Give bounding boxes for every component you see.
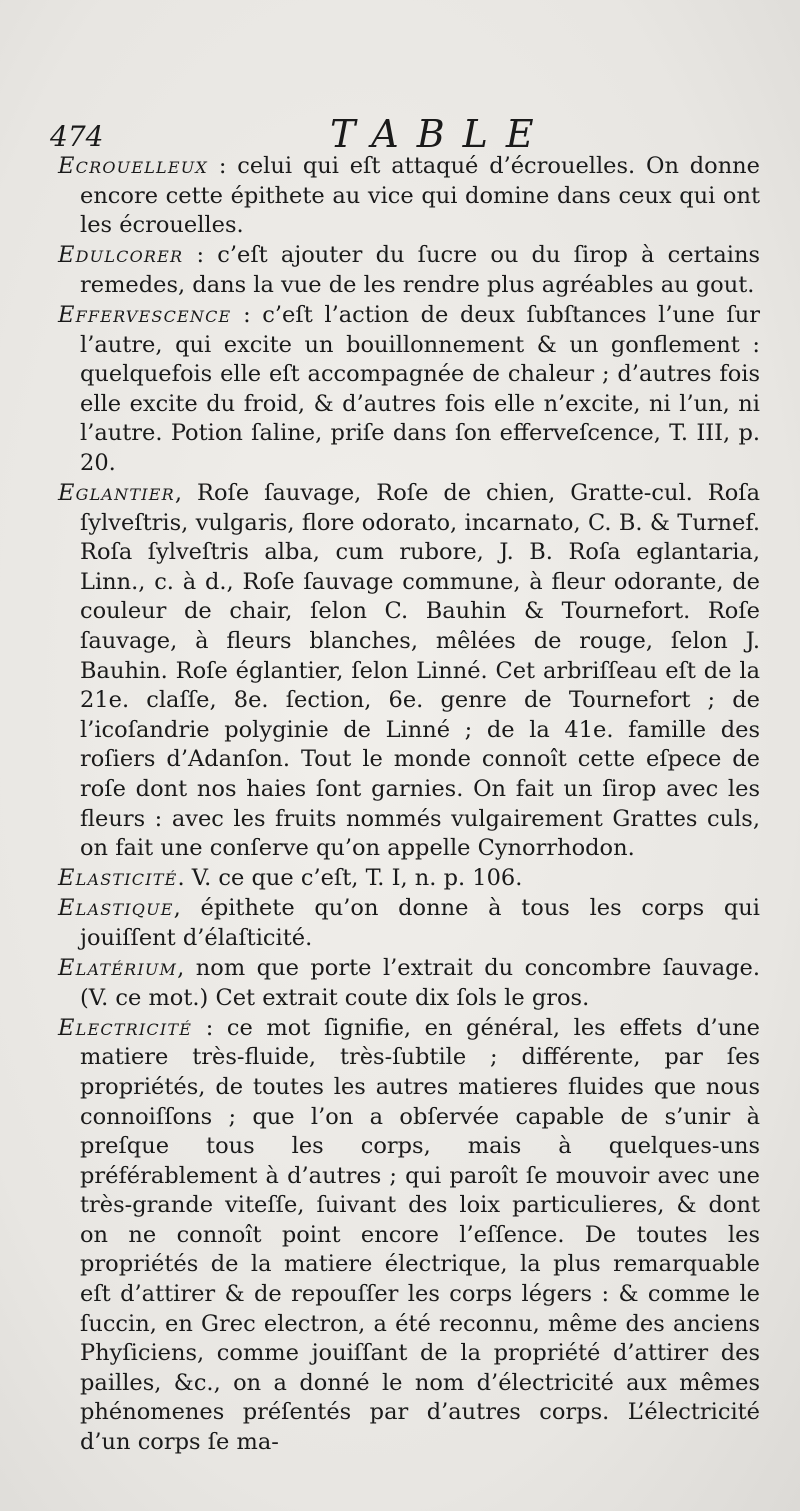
entry-headword: Electricité — [58, 1014, 193, 1041]
entry-headword: Edulcorer — [58, 242, 184, 269]
page-header — [50, 112, 750, 156]
entry-headword: Ecrouelleux — [58, 153, 208, 179]
entry-headword: Eglantier — [58, 480, 175, 507]
entry-separator: : — [208, 153, 238, 179]
entry-separator: : — [231, 301, 263, 328]
entry-headword: Elastique — [58, 895, 174, 922]
glossary-entry — [58, 1014, 760, 1458]
entry-definition: c’eſt l’action de deux ſubſtances l’une ſur l’autre, qui excite un bouillonnement & un gonflement : quelquefois elle eſt accompagnée de chaleur ; d’autres fois elle excite du froid, & d’autres fois elle n’excite, ni l’un, ni l’autre. Potion ſaline, priſe dans ſon efferveſcence, T. III, p. 20. — [80, 301, 760, 476]
running-title: TABLE — [330, 112, 552, 156]
entry-definition: Roſe ſauvage, Roſe de chien, Gratte-cul. Roſa ſylveſtris, vulgaris, flore odorato, incarnato, C. B. & Turnef. Roſa ſylveſtris alba, cum rubore, J. B. Roſa eglantaria, Linn., c. à d., Roſe ſauvage commune, à fleur odorante, de couleur de chair, ſelon C. Bauhin & Tournefort. Roſe ſauvage, à fleurs blanches, mêlées de rouge, ſelon J. Bauhin. Roſe églantier, ſelon Linné. Cet arbriſſeau eſt de la 21e. claſſe, 8e. ſection, 6e. genre de Tournefort ; de l’icoſandrie polyginie de Linné ; de la 41e. famille des roſiers d’Adanſon. Tout le monde connoît cette eſpece de roſe dont nos haies ſont garnies. On fait un ſirop avec les fleurs : avec les fruits nommés vulgairement Grattes culs, on fait une conſerve qu’on appelle Cynorrhodon. — [80, 480, 760, 862]
entry-separator: . — [177, 865, 192, 892]
entry-separator: , — [177, 955, 196, 982]
glossary-entry — [58, 864, 760, 894]
glossary-entry — [58, 894, 760, 953]
entry-headword: Effervescence — [58, 301, 232, 328]
entry-definition: c’eſt ajouter du ſucre ou du ſirop à certains remedes, dans la vue de les rendre plus agréables au gout. — [80, 242, 760, 298]
glossary-entry — [58, 152, 760, 241]
glossary-entries — [58, 152, 760, 1458]
entry-separator: : — [183, 242, 218, 269]
entry-separator: : — [192, 1014, 227, 1041]
entry-definition: V. ce que c’eſt, T. I, n. p. 106. — [191, 865, 523, 892]
glossary-entry — [58, 241, 760, 300]
entry-definition: épithete qu’on donne à tous les corps qui jouiſſent d’élaſticité. — [80, 895, 760, 951]
entry-definition: nom que porte l’extrait du concombre ſauvage. (V. ce mot.) Cet extrait coute dix ſols le gros. — [80, 955, 761, 1011]
glossary-entry — [58, 479, 760, 864]
entry-separator: , — [173, 895, 201, 922]
glossary-entry — [58, 301, 760, 479]
entry-definition: celui qui eſt attaqué d’écrouelles. On donne encore cette épithete au vice qui domine dans ceux qui ont les écrouelles. — [80, 153, 760, 239]
entry-separator: , — [174, 480, 198, 507]
page-number: 474 — [50, 120, 104, 153]
entry-definition: ce mot ſignifie, en général, les effets d’une matiere très-fluide, très-ſubtile ; différente, par ſes propriétés, de toutes les autres matieres fluides que nous connoiſſons ; que l’on a obſervée capable de s’unir à preſque tous les corps, mais à quelques-uns préférablement à d’autres ; qui paroît ſe mouvoir avec une très-grande viteſſe, ſuivant des loix particulieres, & dont on ne connoît point encore l’eſſence. De toutes les propriétés de la matiere électrique, la plus remarquable eſt d’attirer & de repouſſer les corps légers : & comme le ſuccin, en Grec electron, a été reconnu, même des anciens Phyſiciens, comme jouiſſant de la propriété d’attirer des pailles, &c., on a donné le nom d’électricité aux mêmes phénomenes préſentés par d’autres corps. L’électricité d’un corps ſe ma- — [80, 1014, 760, 1456]
entry-headword: Elasticité — [58, 865, 178, 892]
entry-headword: Elatérium — [58, 955, 178, 982]
glossary-entry — [58, 954, 760, 1013]
